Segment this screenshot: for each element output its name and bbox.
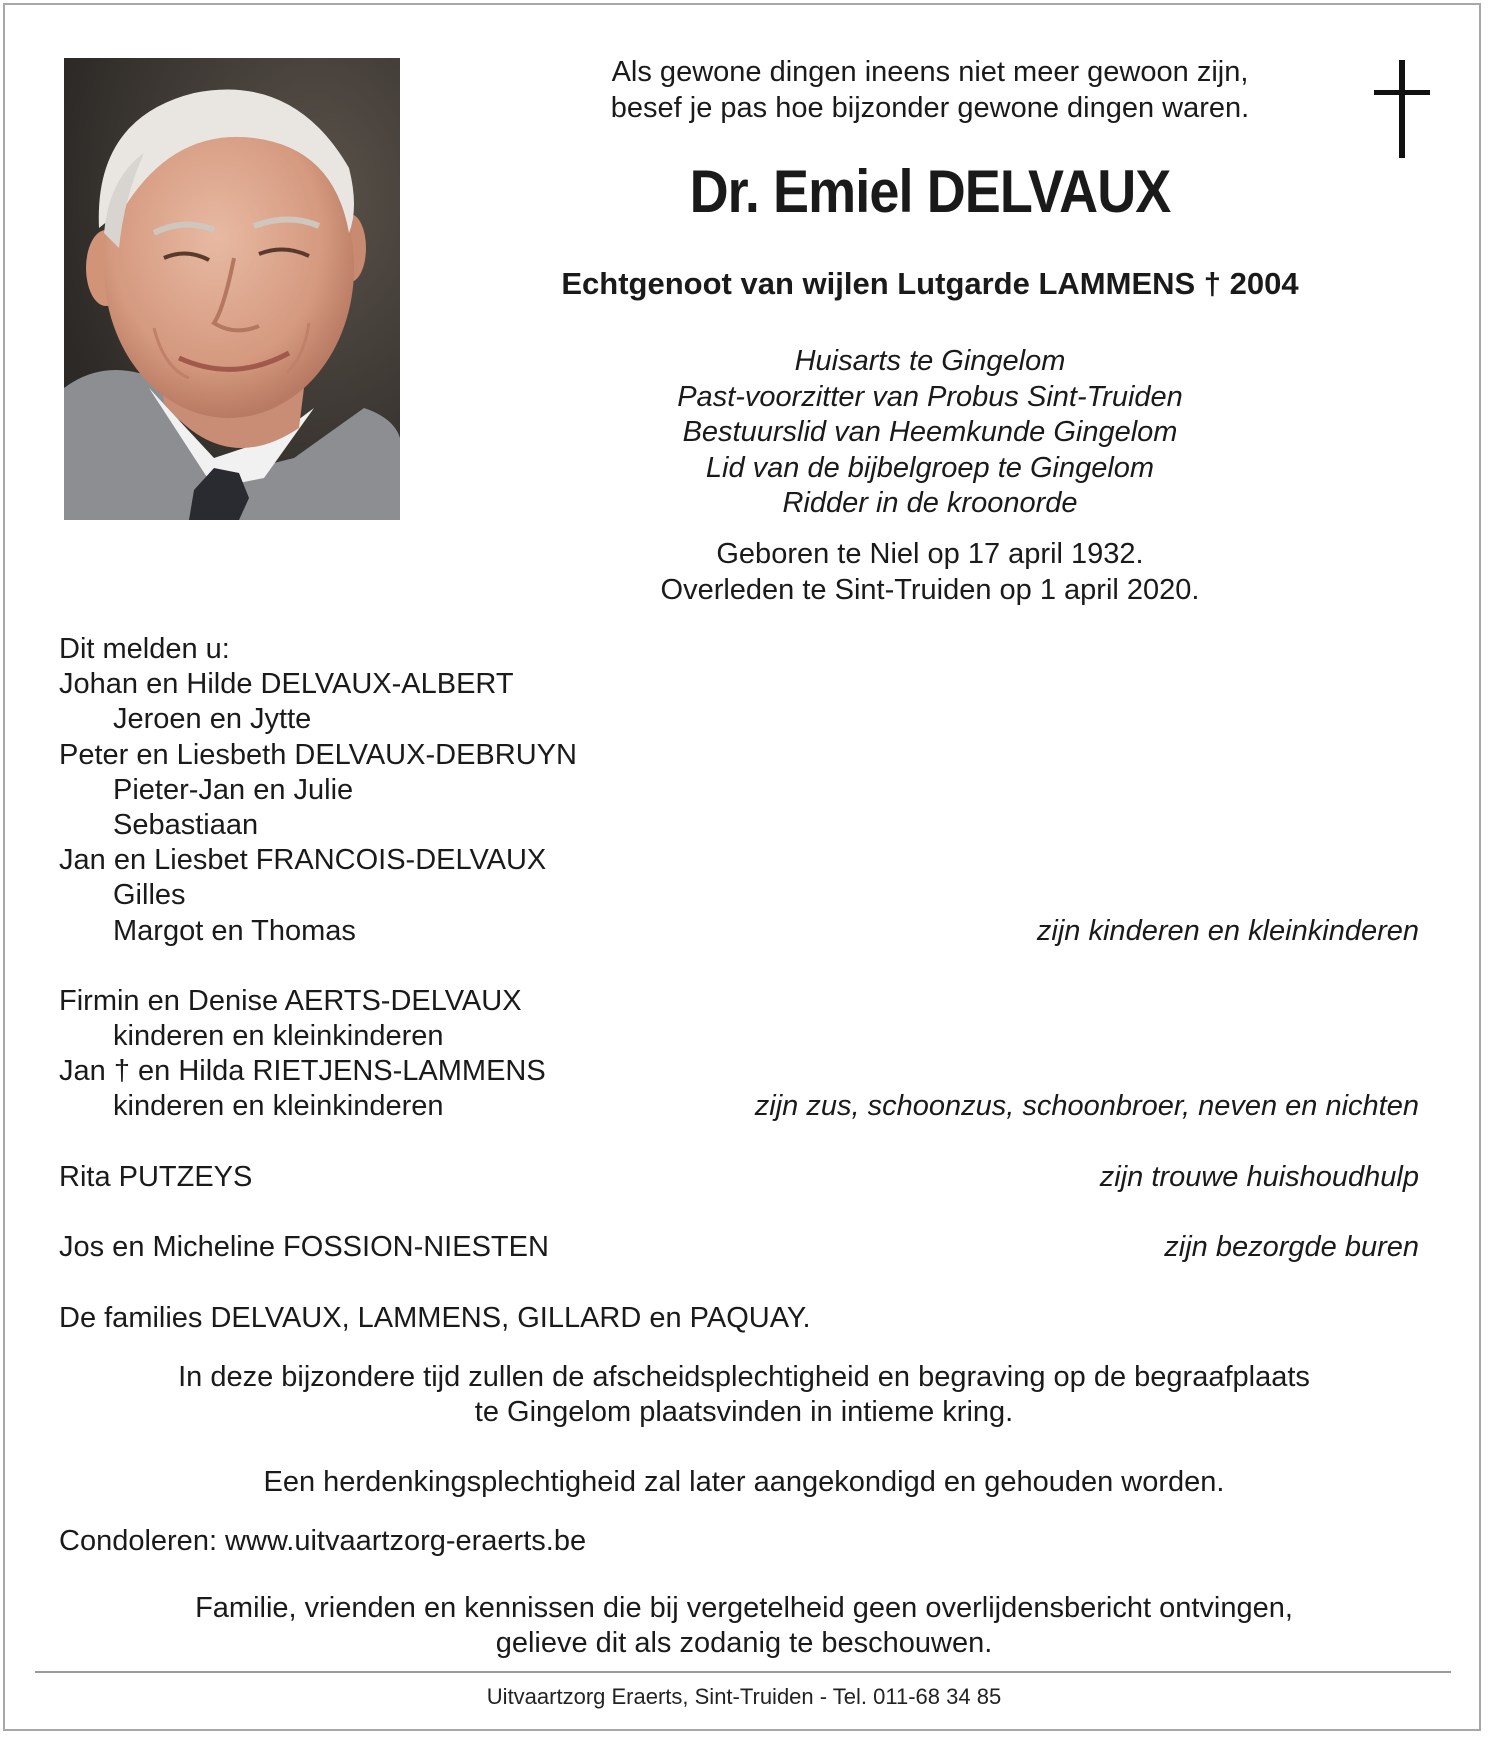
titles-list xyxy=(430,344,1430,522)
quote-line-1: Als gewone dingen ineens niet meer gewoon zijn, xyxy=(611,56,1249,88)
announcement-list xyxy=(59,632,1419,1336)
title-item: Past-voorzitter van Probus Sint-Truiden xyxy=(677,380,1183,413)
memorial-notice: Een herdenkingsplechtigheid zal later aangekondigd en gehouden worden. xyxy=(263,1466,1225,1498)
neighbours-name: Jos en Micheline FOSSION-NIESTEN xyxy=(59,1231,549,1264)
list-item: kinderen en kleinkinderen xyxy=(113,1090,444,1123)
title-item: Bestuurslid van Heemkunde Gingelom xyxy=(682,416,1178,448)
intro-text: Dit melden u: xyxy=(59,633,230,665)
birth-date: Geboren te Niel op 17 april 1932. xyxy=(716,538,1144,570)
role-siblings: zijn zus, schoonzus, schoonbroer, neven en nichten xyxy=(754,1090,1419,1123)
ceremony-line-2: te Gingelom plaatsvinden in intieme kring. xyxy=(474,1396,1014,1428)
role-helper: zijn trouwe huishoudhulp xyxy=(1099,1160,1419,1193)
condolences-line: Condoleren: www.uitvaartzorg-eraerts.be xyxy=(59,1525,587,1557)
list-item: Peter en Liesbeth DELVAUX-DEBRUYN xyxy=(59,738,577,771)
list-item: Jeroen en Jytte xyxy=(113,703,312,736)
title-item: Ridder in de kroonorde xyxy=(782,487,1078,519)
helper-name: Rita PUTZEYS xyxy=(59,1160,253,1193)
title-item: Huisarts te Gingelom xyxy=(794,345,1066,377)
role-children: zijn kinderen en kleinkinderen xyxy=(1036,914,1419,947)
ceremony-notice xyxy=(40,1360,1448,1430)
dates xyxy=(430,536,1430,608)
quote-line-2: besef je pas hoe bijzonder gewone dingen waren. xyxy=(610,92,1250,124)
deceased-name: Dr. Emiel DELVAUX xyxy=(689,158,1171,225)
opening-quote xyxy=(430,54,1430,126)
list-item: Jan en Liesbet FRANCOIS-DELVAUX xyxy=(59,844,547,877)
death-date: Overleden te Sint-Truiden op 1 april 2020. xyxy=(660,574,1200,606)
list-item: Pieter-Jan en Julie xyxy=(113,773,354,806)
spouse-line: Echtgenoot van wijlen Lutgarde LAMMENS † 2004 xyxy=(561,266,1299,301)
list-item: Firmin en Denise AERTS-DELVAUX xyxy=(59,984,522,1017)
ceremony-line-1: In deze bijzondere tijd zullen de afscheidsplechtigheid en begraving op de begraafplaats xyxy=(178,1361,1310,1393)
list-item: Jan † en Hilda RIETJENS-LAMMENS xyxy=(59,1055,546,1088)
list-item: Sebastiaan xyxy=(113,808,259,841)
funeral-home-footer: Uitvaartzorg Eraerts, Sint-Truiden - Tel. 011-68 34 85 xyxy=(486,1684,1002,1709)
family-note-line-2: gelieve dit als zodanig te beschouwen. xyxy=(495,1627,993,1659)
list-item: kinderen en kleinkinderen xyxy=(113,1020,444,1053)
portrait-photo xyxy=(64,58,400,520)
list-item: Johan en Hilde DELVAUX-ALBERT xyxy=(59,668,514,701)
title-item: Lid van de bijbelgroep te Gingelom xyxy=(705,451,1155,484)
role-neighbours: zijn bezorgde buren xyxy=(1164,1231,1419,1264)
list-item: Margot en Thomas xyxy=(113,914,356,947)
list-item: Gilles xyxy=(113,879,186,912)
families-line: De families DELVAUX, LAMMENS, GILLARD en PAQUAY. xyxy=(59,1301,811,1334)
family-note-line-1: Familie, vrienden en kennissen die bij vergetelheid geen overlijdensbericht ontvingen, xyxy=(195,1592,1293,1624)
footer-divider xyxy=(35,1671,1451,1673)
family-note xyxy=(40,1591,1448,1661)
